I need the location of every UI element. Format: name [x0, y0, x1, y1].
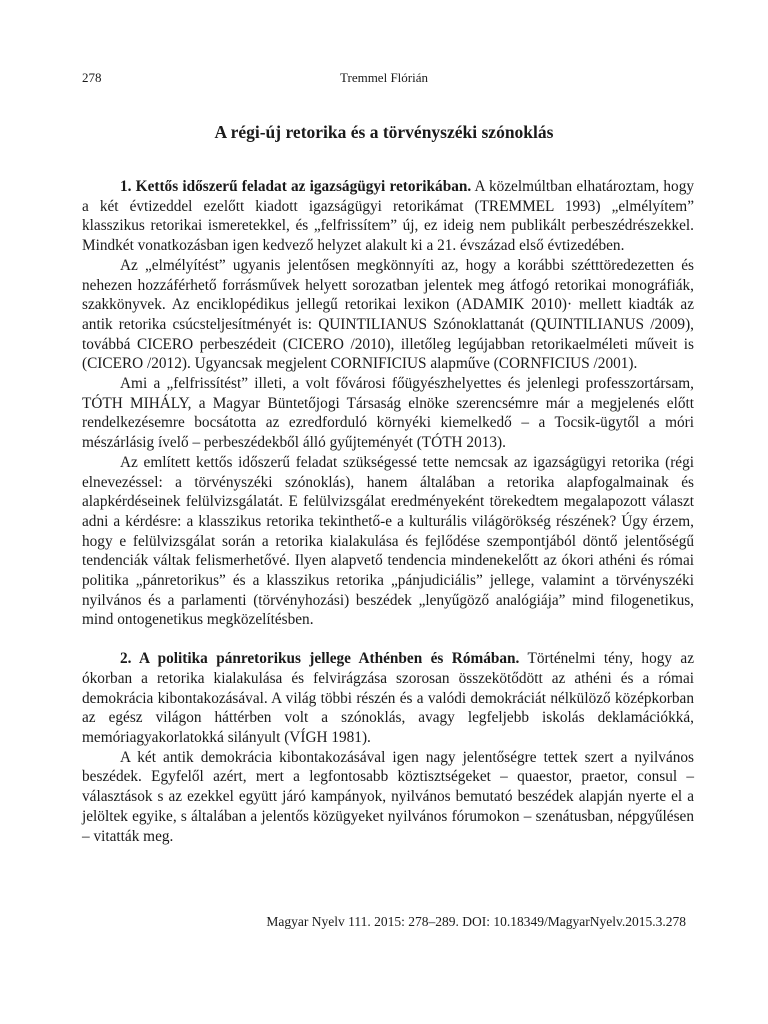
running-head-author: Tremmel Flórián — [340, 70, 428, 85]
paragraph-3 — [82, 374, 694, 453]
paragraph-1 — [82, 177, 694, 256]
article-title: A régi-új retorika és a törvényszéki szónoklás — [214, 122, 554, 142]
paragraph-6 — [82, 748, 694, 847]
paragraph-text: Ami a „felfrissítést” illeti, a volt fővárosi főügyészhelyettes és jelenlegi professzortársam, TÓTH MIHÁLY, a Magyar Büntetőjogi Társaság elnöke szerencsémre már a megjelenés előtt rendelkezésemre bocsátotta az ezredforduló környéki kiemelkedő – a Tocsik-ügytől a móri mészárlásig ívelő – perbeszédekből álló gyűjteményét (TÓTH 2013). — [82, 375, 694, 452]
paragraph-text: Történelmi tény, hogy az ókorban a retorika kialakulása és felvirágzása szorosan összekötődött az athéni és a római demokrácia kibontakozásával. A világ többi részén és a valódi demokráciát nélkülöző középkorban az egész világon háttérben volt a szónoklás, avagy legfeljebb iskolás deklamációkká, memóriagyakorlatokká silányult (VÍGH 1981). — [82, 650, 694, 746]
paragraph-text: A két antik demokrácia kibontakozásával igen nagy jelentőségre tettek szert a nyilvános beszédek. Egyfelől azért, mert a legfontosabb köztisztségeket – quaestor, praetor, consul – választások s az ezekkel együtt járó kampányok, nyilvános bemutató beszédek alapján nyerte el a jelöltek egyike, s általában a jelentős közügyeket nyilvános fórumokon – szenátusban, népgyűlésen – vitatták meg. — [82, 748, 694, 845]
article-body — [82, 177, 694, 846]
section-heading-2: 2. A politika pánretorikus jellege Athénben és Rómában. — [120, 650, 520, 668]
paragraph-text: Az „elmélyítést” ugyanis jelentősen megkönnyíti az, hogy a korábbi szétttöredezetten és nehezen hozzáférhető forrásművek helyett sorozatban jelentek meg átfogó retorikai monográfiák, szakkönyvek. Az enciklopédikus jellegű retorikai lexikon (ADAMIK 2010)· mellett kiadták az antik retorika csúcsteljesítményét is: QUINTILIANUS Szónoklattanát (QUINTILIANUS /2009), továbbá CICERO perbeszédeit (CICERO /2010), illetőleg legújabban retorikaelméleti műveit is (CICERO /2012). Ugyancsak megjelent CORNIFICIUS alapműve (CORNFICIUS /2001). — [82, 256, 694, 373]
paragraph-2 — [82, 256, 694, 374]
page-header — [82, 70, 686, 90]
section-heading-1: 1. Kettős időszerű feladat az igazságügyi retorikában. — [120, 178, 472, 195]
page-number: 278 — [82, 70, 102, 85]
citation-footer: Magyar Nyelv 111. 2015: 278–289. DOI: 10.18349/MagyarNyelv.2015.3.278 — [266, 914, 686, 929]
paragraph-4 — [82, 453, 694, 630]
paragraph-text: A közelmúltban elhatároztam, hogy a két évtizeddel ezelőtt kiadott igazságügyi retorikámat (TREMMEL 1993) „elmélyítem” klasszikus retorikai ismeretekkel, és „felfrissítem” új, ez ideig nem publikált perbeszédrészekkel. Mindkét vonatkozásban igen kedvező helyzet alakult ki a 21. évszázad első évtizedében. — [82, 178, 695, 255]
paragraph-5 — [82, 649, 694, 748]
paragraph-text: Az említett kettős időszerű feladat szükségessé tette nemcsak az igazságügyi retorika (régi elnevezéssel: a törvényszéki szónoklás), hanem általában a retorika alapfogalmainak és alapkérdéseinek felülvizsgálatát. E felülvizsgálat eredményeként törekedtem megalapozott választ adni a kérdésre: a klasszikus retorika tekinthető-e a kulturális világörökség részének? Úgy érzem, hogy e felülvizsgálat során a retorika kialakulása és fejlődése szempontjából döntő jelentőségű tendenciák váltak felismerhetővé. Ilyen alapvető tendencia mindenekelőtt az ókori athéni és római politika „pánretorikus” és a klasszikus retorika „pánjudiciális” jellege, valamint a törvényszéki nyilvános és a parlamenti (törvényhozási) beszédek „lenyűgöző analógiája” mind filogenetikus, mind ontogenetikus megközelítésben. — [82, 453, 694, 629]
